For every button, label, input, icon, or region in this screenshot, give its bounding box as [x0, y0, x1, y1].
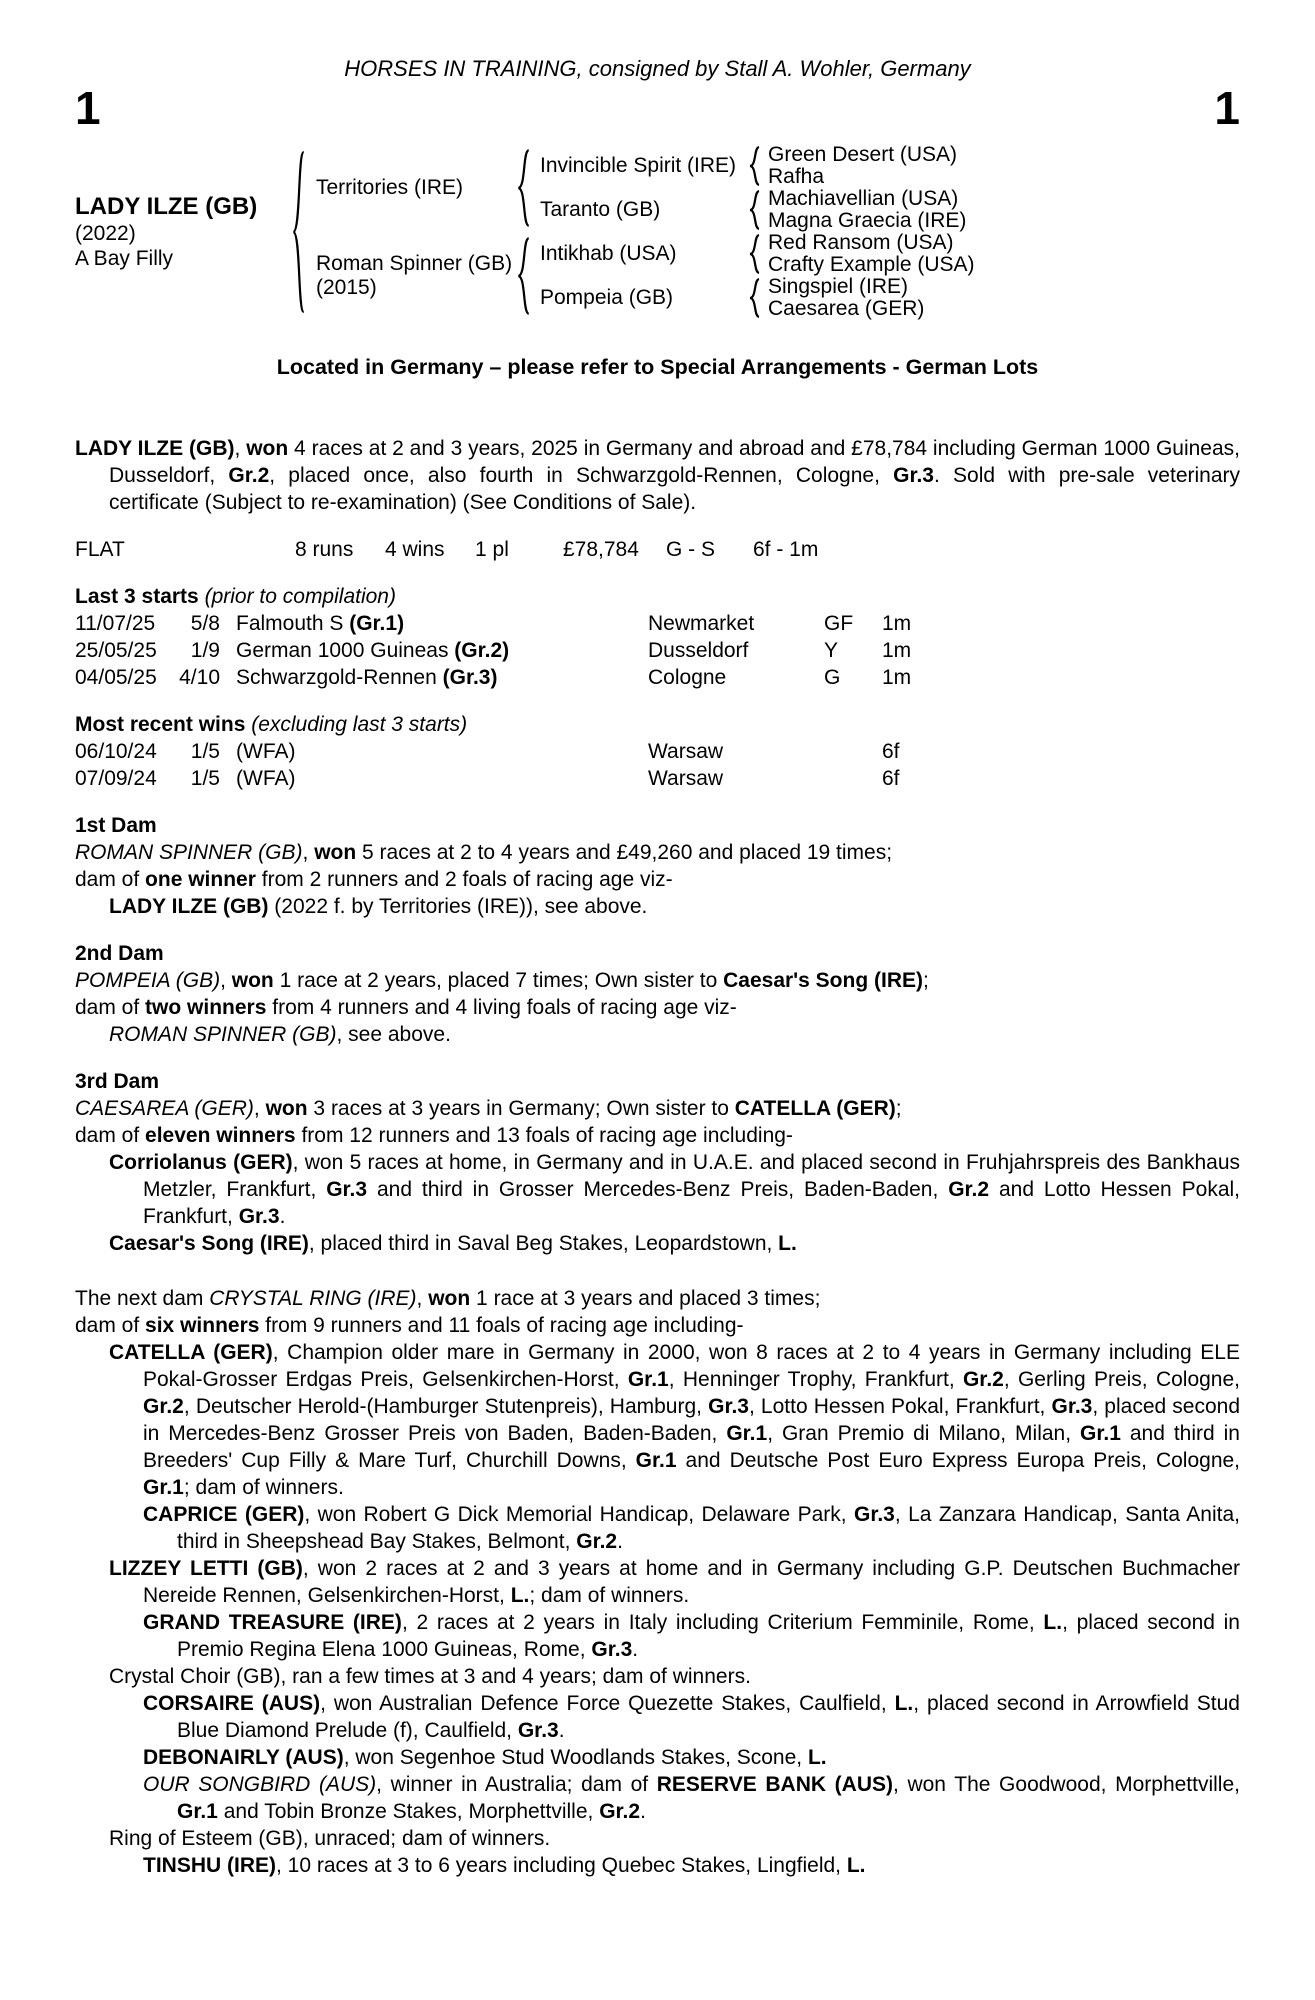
start-distance: 1m [882, 666, 912, 689]
brace-glyph [280, 144, 316, 320]
page-title: HORSES IN TRAINING, consigned by Stall A. Wohler, Germany [344, 56, 971, 81]
start-date: 04/05/25 [75, 666, 157, 689]
pedigree-ancestor: Singspiel (IRE) [768, 275, 909, 298]
dam-paragraph: ROMAN SPINNER (GB), won 5 races at 2 to 4 years and £49,260 and placed 19 times; [75, 841, 893, 864]
dam-heading: 3rd Dam [75, 1070, 160, 1093]
win-going [824, 765, 882, 792]
dam-paragraph: dam of six winners from 9 runners and 11 foals of racing age including- [75, 1314, 744, 1337]
dam-paragraph: dam of two winners from 4 runners and 4 living foals of racing age viz- [75, 996, 737, 1019]
pedigree-ancestor: Crafty Example (USA) [768, 253, 975, 276]
pedigree-sire-sire: Invincible Spirit (IRE) [540, 154, 737, 177]
pedigree-ancestor: Machiavellian (USA) [768, 187, 959, 210]
start-course: Cologne [648, 666, 727, 689]
win-date: 07/09/24 [75, 767, 157, 790]
lot-number-row [75, 82, 1240, 134]
pedigree-ancestor: Magna Graecia (IRE) [768, 209, 967, 232]
flat-going: G - S [666, 538, 716, 561]
dam-paragraph: Ring of Esteem (GB), unraced; dam of winners. [109, 1827, 551, 1850]
brace-glyph [506, 232, 540, 320]
subject-description: A Bay Filly [75, 247, 174, 270]
race-record-paragraph: LADY ILZE (GB), won 4 races at 2 and 3 years, 2025 in Germany and abroad and £78,784 including German 1000 Guineas, Dusseldorf, Gr.2, placed once, also fourth in Schwarzgold-Rennen, Cologne, Gr.3. Sold with pre-sale veterinary certificate (Subject to re-examination) (See Conditions of Sale). [75, 437, 1241, 514]
dam-heading: 1st Dam [75, 814, 157, 837]
start-distance: 1m [882, 639, 912, 662]
flat-summary-row [75, 536, 1240, 563]
flat-runs: 8 runs [295, 538, 354, 561]
table-row [75, 765, 1240, 792]
recent-wins-heading: Most recent wins (excluding last 3 starts) [75, 713, 468, 736]
win-course: Warsaw [648, 740, 724, 763]
start-date: 25/05/25 [75, 639, 157, 662]
start-going: G [824, 666, 841, 689]
lot-number-left: 1 [75, 82, 101, 134]
start-position: 4/10 [179, 666, 220, 689]
start-race: Falmouth S (Gr.1) [236, 612, 405, 635]
second-dam-section [75, 940, 1240, 1048]
dam-paragraph: dam of one winner from 2 runners and 2 foals of racing age viz- [75, 868, 673, 891]
win-course: Warsaw [648, 767, 724, 790]
dam-paragraph: CAESAREA (GER), won 3 races at 3 years in Germany; Own sister to CATELLA (GER); [75, 1097, 902, 1120]
win-position: 1/5 [190, 767, 220, 790]
dam-paragraph: The next dam CRYSTAL RING (IRE), won 1 race at 3 years and placed 3 times; [75, 1287, 821, 1310]
dam-paragraph: CAPRICE (GER), won Robert G Dick Memorial Handicap, Delaware Park, Gr.3, La Zanzara Handicap, Santa Anita, third in Sheepshead Bay Stakes, Belmont, Gr.2. [143, 1503, 1240, 1553]
table-row [75, 637, 1240, 664]
flat-label: FLAT [75, 538, 125, 561]
start-going: Y [824, 639, 839, 662]
flat-earnings: £78,784 [563, 538, 639, 561]
table-row [75, 610, 1240, 637]
start-race: Schwarzgold-Rennen (Gr.3) [236, 666, 498, 689]
pedigree-subject [75, 144, 280, 320]
dam-paragraph: DEBONAIRLY (AUS), won Segenhoe Stud Woodlands Stakes, Scone, L. [143, 1746, 827, 1769]
win-going [824, 738, 882, 765]
dam-paragraph: TINSHU (IRE), 10 races at 3 to 6 years including Quebec Stakes, Lingfield, L. [143, 1854, 866, 1877]
first-dam-section [75, 812, 1240, 920]
subject-name: LADY ILZE (GB) [75, 193, 258, 220]
brace-glyph [740, 188, 768, 232]
dam-paragraph: CATELLA (GER), Champion older mare in Germany in 2000, won 8 races at 2 to 4 years in Germany including ELE Pokal-Grosser Erdgas Preis, Gelsenkirchen-Horst, Gr.1, Henninger Trophy, Frankfurt, Gr.2, Gerling Preis, Cologne, Gr.2, Deutscher Herold-(Hamburger Stutenpreis), Hamburg, Gr.3, Lotto Hessen Pokal, Frankfurt, Gr.3, placed second in Mercedes-Benz Grosser Preis von Baden, Baden-Baden, Gr.1, Gran Premio di Milano, Milan, Gr.1 and third in Breeders' Cup Filly & Mare Turf, Churchill Downs, Gr.1 and Deutsche Post Euro Express Europa Preis, Cologne, Gr.1; dam of winners. [109, 1341, 1241, 1499]
dam-paragraph: GRAND TREASURE (IRE), 2 races at 2 years in Italy including Criterium Femminile, Rome, L., placed second in Premio Regina Elena 1000 Guineas, Rome, Gr.3. [143, 1611, 1240, 1661]
start-race: German 1000 Guineas (Gr.2) [236, 639, 510, 662]
pedigree-ancestor: Rafha [768, 165, 825, 188]
brace-glyph [740, 144, 768, 188]
dam-paragraph: Crystal Choir (GB), ran a few times at 3 and 4 years; dam of winners. [109, 1665, 751, 1688]
start-position: 1/9 [190, 639, 220, 662]
subject-year: (2022) [75, 222, 136, 245]
dam-paragraph: Caesar's Song (IRE), placed third in Saval Beg Stakes, Leopardstown, L. [109, 1232, 797, 1255]
brace-glyph [506, 144, 540, 232]
pedigree-ancestor: Green Desert (USA) [768, 143, 958, 166]
win-date: 06/10/24 [75, 740, 157, 763]
win-distance: 6f [882, 767, 900, 790]
win-distance: 6f [882, 740, 900, 763]
table-row [75, 738, 1240, 765]
dam-paragraph: OUR SONGBIRD (AUS), winner in Australia; dam of RESERVE BANK (AUS), won The Goodwood, Morphettville, Gr.1 and Tobin Bronze Stakes, Morphettville, Gr.2. [143, 1773, 1240, 1823]
start-distance: 1m [882, 612, 912, 635]
pedigree-ancestor: Red Ransom (USA) [768, 231, 954, 254]
pedigree-dam: Roman Spinner (GB) (2015) [316, 252, 513, 299]
table-row [75, 664, 1240, 691]
third-dam-section [75, 1068, 1240, 1257]
start-going: GF [824, 612, 854, 635]
dam-paragraph: LADY ILZE (GB) (2022 f. by Territories (IRE)), see above. [109, 895, 648, 918]
dam-paragraph: CORSAIRE (AUS), won Australian Defence Force Quezette Stakes, Caulfield, L., placed second in Arrowfield Stud Blue Diamond Prelude (f), Caulfield, Gr.3. [143, 1692, 1240, 1742]
last-starts-section [75, 583, 1240, 691]
pedigree-ancestor: Caesarea (GER) [768, 297, 925, 320]
start-position: 5/8 [190, 612, 220, 635]
last-starts-heading: Last 3 starts (prior to compilation) [75, 585, 396, 608]
pedigree-sire-dam: Taranto (GB) [540, 198, 661, 221]
start-date: 11/07/25 [75, 612, 156, 635]
next-dam-section [75, 1285, 1240, 1879]
win-position: 1/5 [190, 740, 220, 763]
pedigree-dam-dam: Pompeia (GB) [540, 286, 674, 309]
dam-paragraph: POMPEIA (GB), won 1 race at 2 years, placed 7 times; Own sister to Caesar's Song (IRE); [75, 969, 929, 992]
win-race: (WFA) [236, 740, 296, 763]
pedigree-table [75, 144, 1240, 320]
win-race: (WFA) [236, 767, 296, 790]
dam-heading: 2nd Dam [75, 942, 164, 965]
flat-distance: 6f - 1m [753, 538, 819, 561]
brace-glyph [740, 276, 768, 320]
dam-paragraph: dam of eleven winners from 12 runners and 13 foals of racing age including- [75, 1124, 793, 1147]
brace-glyph [740, 232, 768, 276]
location-notice: Located in Germany – please refer to Special Arrangements - German Lots [276, 355, 1039, 379]
start-course: Dusseldorf [648, 639, 749, 662]
dam-paragraph: ROMAN SPINNER (GB), see above. [109, 1023, 451, 1046]
flat-wins: 4 wins [385, 538, 445, 561]
lot-number-right: 1 [1214, 82, 1240, 134]
pedigree-sire: Territories (IRE) [316, 176, 464, 199]
start-course: Newmarket [648, 612, 755, 635]
flat-placed: 1 pl [475, 538, 509, 561]
dam-paragraph: Corriolanus (GER), won 5 races at home, in Germany and in U.A.E. and placed second in Fruhjahrspreis des Bankhaus Metzler, Frankfurt, Gr.3 and third in Grosser Mercedes-Benz Preis, Baden-Baden, Gr.2 and Lotto Hessen Pokal, Frankfurt, Gr.3. [109, 1151, 1240, 1228]
recent-wins-section [75, 711, 1240, 792]
dam-paragraph: LIZZEY LETTI (GB), won 2 races at 2 and 3 years at home and in Germany including G.P. Deutschen Buchmacher Nereide Rennen, Gelsenkirchen-Horst, L.; dam of winners. [109, 1557, 1240, 1607]
pedigree-dam-sire: Intikhab (USA) [540, 242, 677, 265]
